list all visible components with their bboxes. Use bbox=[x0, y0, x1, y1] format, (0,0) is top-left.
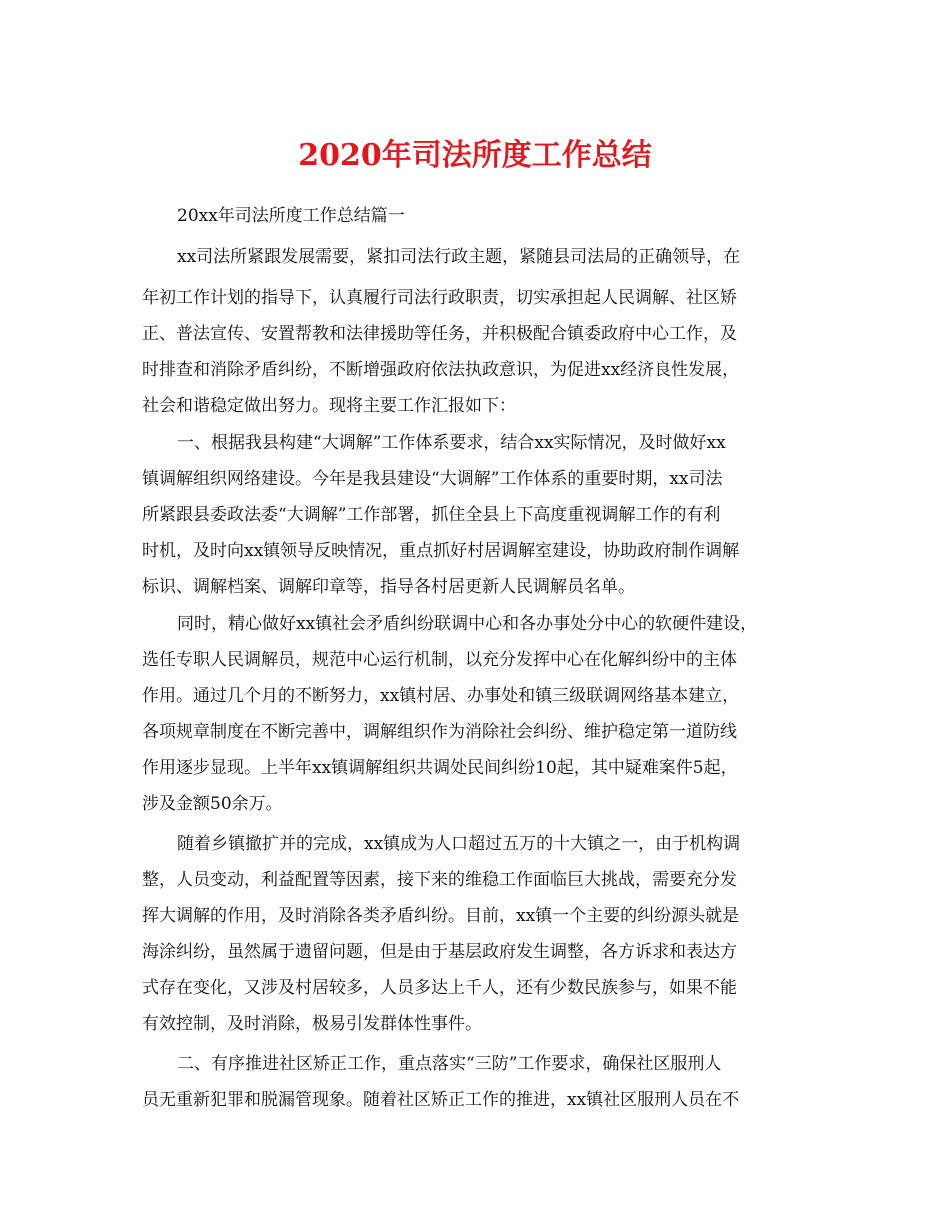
text-line: 社会和谐稳定做出努力。现将主要工作汇报如下： bbox=[142, 396, 516, 416]
text-line: 同时，精心做好xx镇社会矛盾纠纷联调中心和各办事处分中心的软硬件建设， bbox=[177, 614, 758, 634]
text-line: 一、根据我县构建“大调解”工作体系要求，结合xx实际情况，及时做好xx bbox=[177, 433, 726, 453]
text-line: 各项规章制度在不断完善中，调解组织作为消除社会纠纷、维护稳定第一道防线 bbox=[142, 722, 737, 742]
text-line: 整，人员变动，利益配置等因素，接下来的维稳工作面临巨大挑战，需要充分发 bbox=[142, 870, 737, 890]
document-title: 2020年司法所度工作总结 bbox=[298, 138, 652, 173]
text-line: 年初工作计划的指导下，认真履行司法行政职责，切实承担起人民调解、社区矫 bbox=[142, 288, 737, 308]
text-line: 正、普法宣传、安置帮教和法律援助等任务，并积极配合镇委政府中心工作，及 bbox=[142, 324, 737, 344]
text-line: 挥大调解的作用，及时消除各类矛盾纠纷。目前，xx镇一个主要的纠纷源头就是 bbox=[142, 906, 740, 926]
text-line: 所紧跟县委政法委“大调解”工作部署，抓住全县上下高度重视调解工作的有利 bbox=[142, 505, 721, 525]
text-line: 二、有序推进社区矫正工作，重点落实“三防”工作要求，确保社区服刑人 bbox=[177, 1054, 722, 1074]
text-line: 作用。通过几个月的不断努力，xx镇村居、办事处和镇三级联调网络基本建立， bbox=[142, 686, 740, 706]
section-heading: 20xx年司法所度工作总结篇一 bbox=[177, 206, 405, 226]
text-line: 员无重新犯罪和脱漏管现象。随着社区矫正工作的推进，xx镇社区服刑人员在不 bbox=[142, 1090, 740, 1110]
text-line: xx司法所紧跟发展需要，紧扣司法行政主题，紧随县司法局的正确领导，在 bbox=[177, 247, 741, 267]
text-line: 海涂纠纷，虽然属于遗留问题，但是由于基层政府发生调整，各方诉求和表达方 bbox=[142, 942, 737, 962]
text-line: 作用逐步显现。上半年xx镇调解组织共调处民间纠纷10起，其中疑难案件5起， bbox=[142, 758, 738, 778]
text-line: 时排查和消除矛盾纠纷，不断增强政府依法执政意识，为促进xx经济良性发展， bbox=[142, 360, 740, 380]
text-line: 涉及金额50余万。 bbox=[142, 794, 283, 814]
text-line: 随着乡镇撤扩并的完成，xx镇成为人口超过五万的十大镇之一，由于机构调 bbox=[177, 834, 741, 854]
text-line: 镇调解组织网络建设。今年是我县建设“大调解”工作体系的重要时期，xx司法 bbox=[142, 469, 723, 489]
text-line: 有效控制，及时消除，极易引发群体性事件。 bbox=[142, 1014, 482, 1034]
text-line: 标识、调解档案、调解印章等，指导各村居更新人民调解员名单。 bbox=[142, 577, 635, 597]
text-line: 选任专职人民调解员，规范中心运行机制，以充分发挥中心在化解纠纷中的主体 bbox=[142, 650, 737, 670]
text-line: 式存在变化，又涉及村居较多，人员多达上千人，还有少数民族参与，如果不能 bbox=[142, 978, 737, 998]
text-line: 时机，及时向xx镇领导反映情况，重点抓好村居调解室建设，协助政府制作调解 bbox=[142, 541, 740, 561]
